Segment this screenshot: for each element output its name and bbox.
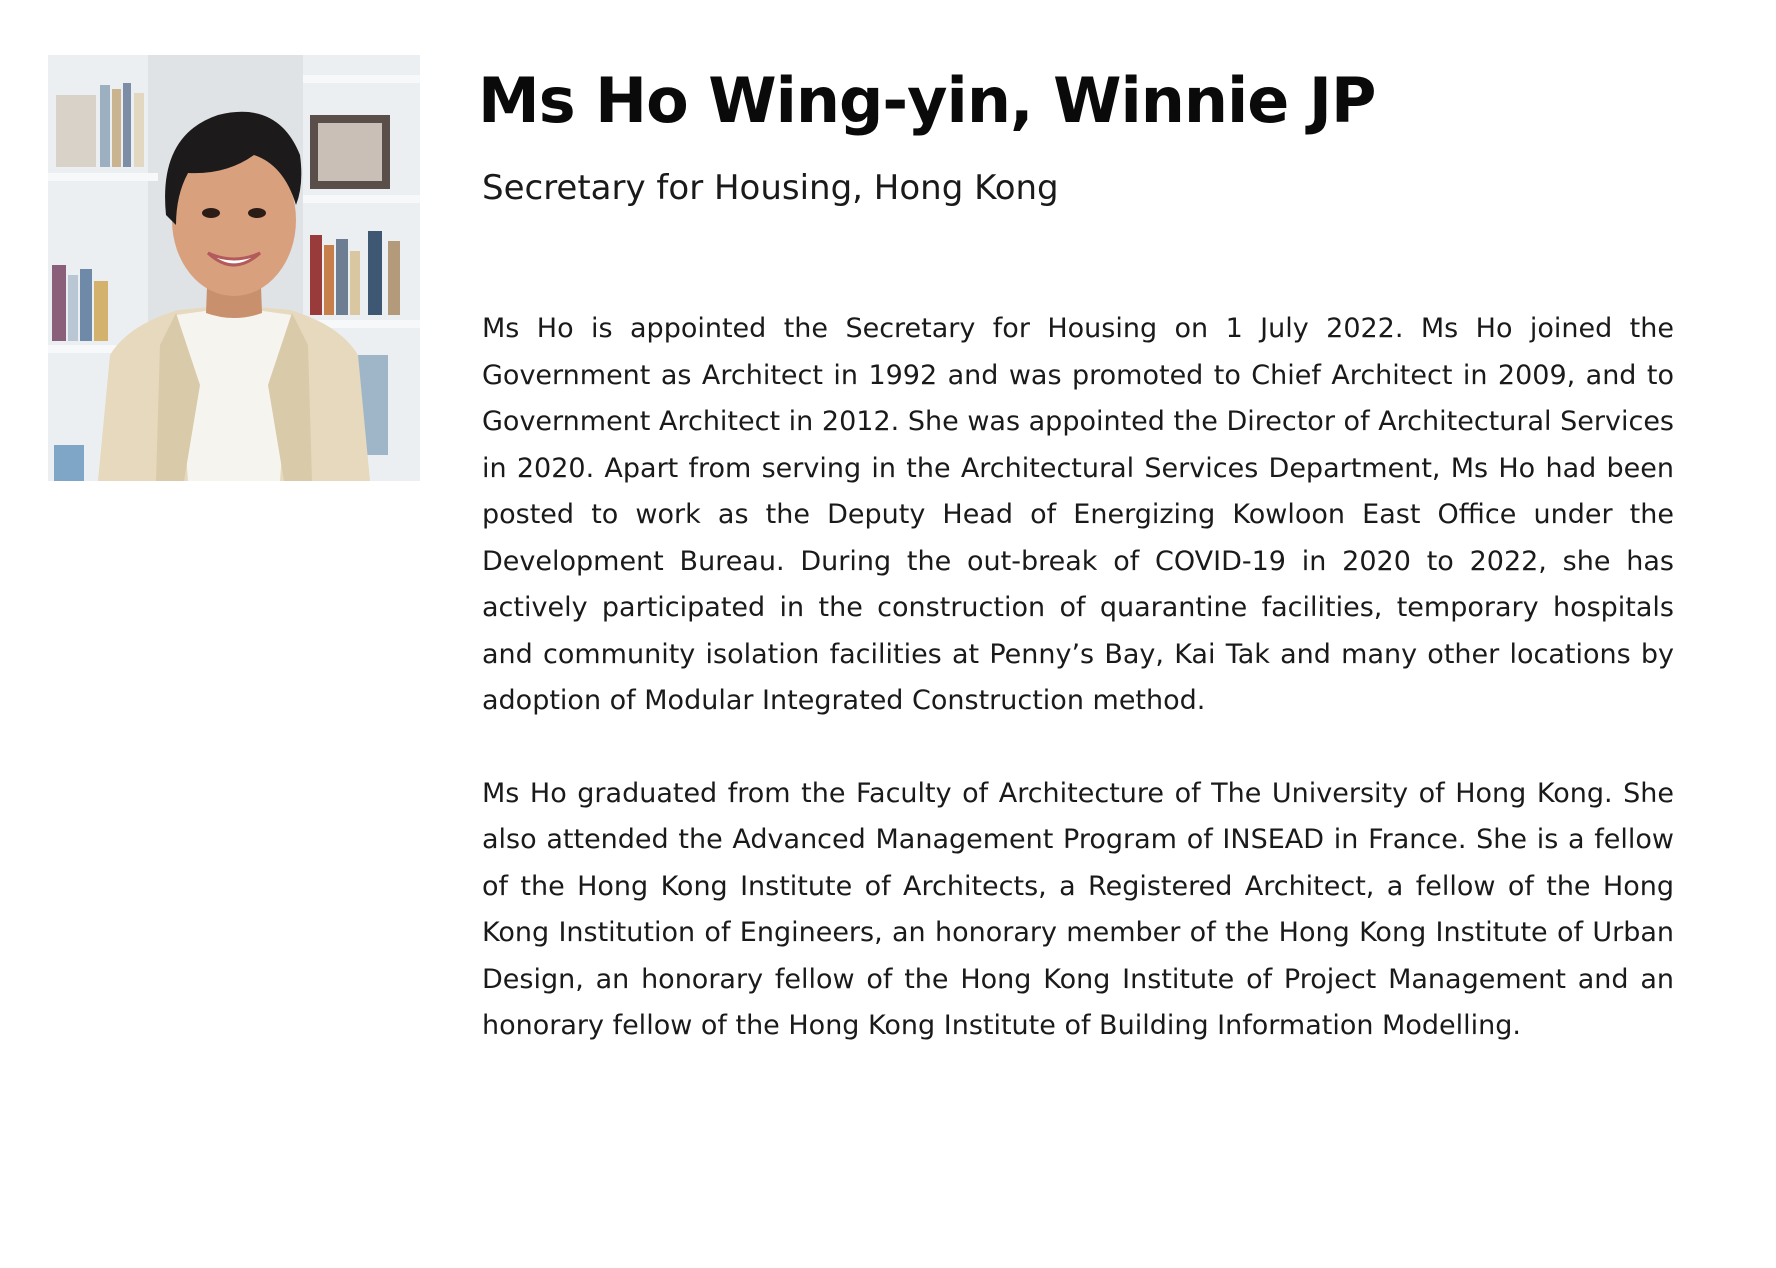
shelf-board (303, 195, 420, 203)
book (80, 269, 92, 341)
profile-title: Secretary for Housing, Hong Kong (482, 168, 1059, 208)
profile-content (478, 58, 1674, 1050)
book (324, 245, 334, 315)
book (123, 83, 131, 167)
book (368, 231, 382, 315)
book (68, 275, 78, 341)
book (100, 85, 110, 167)
profile-name: Ms Ho Wing-yin, Winnie JP (478, 64, 1376, 137)
shelf-board (303, 75, 420, 83)
eye (248, 208, 266, 218)
bio-paragraph-2: Ms Ho graduated from the Faculty of Architecture of The University of Hong Kong. She also attended the Advanced Management Program of INSEAD in France. She is a fellow of the Hong Kong Institute of Architects, a Registered Architect, a fellow of the Hong Kong Institution of Engineers, an honorary member of the Hong Kong Institute of Urban Design, an honorary fellow of the Hong Kong Institute of Project Management and an honorary fellow of the Hong Kong Institute of Building Information Modelling. (482, 777, 1674, 1041)
book (54, 445, 84, 481)
portrait-photo-icon (48, 55, 420, 481)
shelf-board (48, 173, 158, 181)
eye (202, 208, 220, 218)
portrait-photo (48, 55, 420, 481)
book (336, 239, 348, 315)
book (388, 241, 400, 315)
bio-paragraph-1: Ms Ho is appointed the Secretary for Housing on 1 July 2022. Ms Ho joined the Government as Architect in 1992 and was promoted to Chief Architect in 2009, and to Government Architect in 2012. She was appointed the Director of Architectural Services in 2020. Apart from serving in the Architectural Services Department, Ms Ho had been posted to work as the Deputy Head of Energizing Kowloon East Office under the Development Bureau. During the out-break of COVID-19 in 2020 to 2022, she has actively participated in the construction of quarantine facilities, temporary hospitals and community isolation facilities at Penny’s Bay, Kai Tak and many other locations by adoption of Modular Integrated Construction method. (482, 313, 1674, 716)
book (112, 89, 121, 167)
picture-frame (318, 123, 382, 181)
book (310, 235, 322, 315)
book (350, 251, 360, 315)
book (52, 265, 66, 341)
book (56, 95, 96, 167)
book (94, 281, 108, 341)
book (134, 93, 144, 167)
